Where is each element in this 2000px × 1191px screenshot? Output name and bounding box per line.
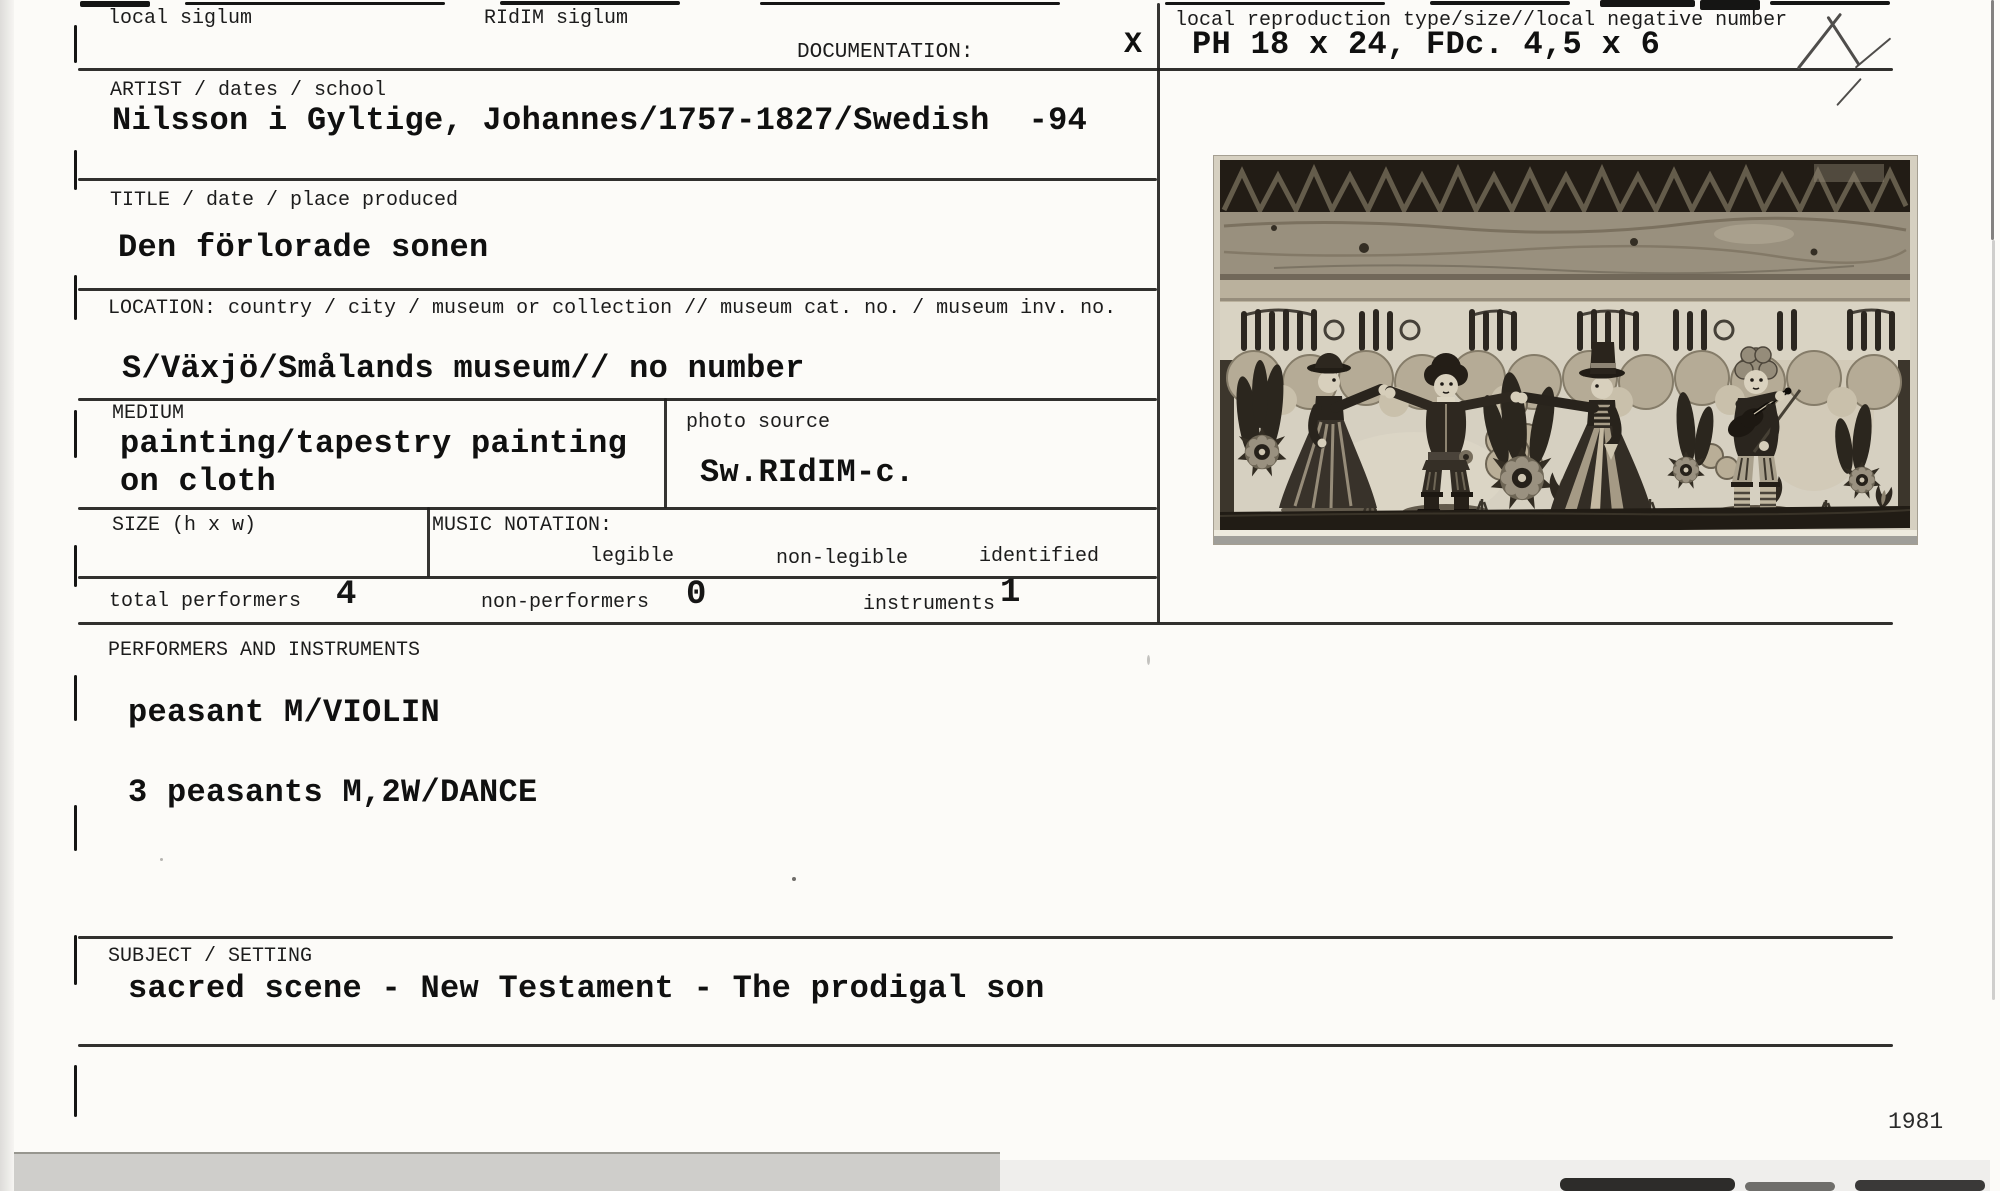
scan-left-margin	[0, 0, 14, 1191]
size-label: SIZE (h x w)	[112, 514, 257, 537]
scratch-mark	[1826, 16, 1860, 66]
tapestry-photograph	[1213, 155, 1918, 545]
card-left-edge	[74, 935, 77, 985]
card-top-edge	[185, 2, 445, 5]
scan-speck	[792, 877, 796, 881]
card-left-edge	[74, 675, 77, 721]
rule-under-title	[78, 288, 1157, 291]
year-stamp: 1981	[1888, 1109, 1944, 1135]
scan-bottom-smudge	[1855, 1180, 1985, 1191]
rule-under-header	[78, 68, 1893, 71]
scan-bottom-smudge	[1560, 1178, 1735, 1191]
tapestry-illustration	[1214, 156, 1917, 544]
card-right-edge	[1991, 0, 1994, 240]
performers-section-label: PERFORMERS AND INSTRUMENTS	[108, 639, 421, 662]
total-performers-label: total performers	[109, 590, 302, 613]
scan-speck	[1147, 655, 1150, 665]
title-value: Den förlorade sonen	[118, 229, 489, 266]
scan-bottom-smudge	[1745, 1182, 1835, 1191]
location-value: S/Växjö/Smålands museum// no number	[122, 350, 805, 387]
size-music-divider	[427, 507, 430, 577]
card-top-edge	[1770, 1, 1890, 5]
rule-under-location	[78, 398, 1157, 401]
ridim-siglum-label: RIdIM siglum	[484, 7, 629, 30]
photo-source-label: photo source	[686, 411, 831, 434]
non-performers-value: 0	[686, 576, 707, 614]
rule-under-artist	[78, 178, 1157, 181]
card-top-edge	[500, 1, 680, 5]
rule-under-size	[78, 576, 1157, 579]
instruments-value: 1	[1000, 574, 1021, 612]
location-label: LOCATION: country / city / museum or collection // museum cat. no. / museum inv. no.	[108, 297, 1117, 320]
title-label: TITLE / date / place produced	[110, 189, 459, 212]
subject-value: sacred scene - New Testament - The prodigal son	[128, 970, 1045, 1007]
photo-source-value: Sw.RIdIM-c.	[700, 454, 915, 491]
card-top-edge	[760, 2, 1060, 5]
card-top-edge	[1600, 0, 1695, 7]
card-left-edge	[74, 545, 77, 587]
reproduction-label: local reproduction type/size//local negative number	[1175, 9, 1788, 32]
scan-speck	[160, 858, 163, 861]
performer-entry: peasant M/VIOLIN	[128, 694, 441, 731]
artist-value: Nilsson i Gyltige, Johannes/1757-1827/Swedish -94	[112, 102, 1088, 139]
music-non-legible-label: non-legible	[776, 547, 909, 570]
scratch-mark	[1797, 13, 1842, 70]
medium-label: MEDIUM	[112, 402, 185, 425]
music-identified-label: identified	[979, 545, 1100, 568]
card-left-edge	[74, 150, 77, 190]
local-siglum-label: local siglum	[108, 7, 253, 30]
reproduction-value: PH 18 x 24, FDc. 4,5 x 6	[1192, 26, 1661, 63]
total-performers-value: 4	[336, 576, 357, 614]
card-left-edge	[74, 25, 77, 63]
non-performers-label: non-performers	[481, 591, 650, 614]
main-column-divider	[1157, 3, 1160, 623]
card-left-edge	[74, 275, 77, 320]
music-legible-label: legible	[590, 545, 675, 568]
rule-under-subject	[78, 1044, 1893, 1047]
medium-photosource-divider	[664, 398, 667, 508]
documentation-label: DOCUMENTATION:	[797, 41, 974, 64]
medium-value-line2: on cloth	[120, 463, 277, 500]
card-left-edge	[74, 1065, 77, 1117]
scratch-mark	[1836, 78, 1862, 106]
rule-above-subject	[78, 936, 1893, 939]
rule-under-counts	[78, 622, 1893, 625]
performer-entry: 3 peasants M,2W/DANCE	[128, 774, 538, 811]
card-left-edge	[74, 805, 77, 851]
card-top-edge	[1430, 1, 1570, 5]
scan-bottom-strip	[1000, 1160, 1990, 1191]
instruments-label: instruments	[863, 593, 996, 616]
artist-label: ARTIST / dates / school	[110, 79, 387, 102]
music-notation-label: MUSIC NOTATION:	[432, 514, 613, 537]
card-left-edge	[74, 410, 77, 458]
subject-label: SUBJECT / SETTING	[108, 945, 313, 968]
scratch-mark	[1855, 37, 1892, 68]
card-right-edge	[1992, 240, 1995, 1000]
scan-bottom-strip	[0, 1152, 1000, 1191]
card-top-edge	[1165, 2, 1385, 5]
documentation-mark: X	[1124, 28, 1143, 62]
medium-value-line1: painting/tapestry painting	[120, 425, 628, 462]
rule-under-medium	[78, 507, 1157, 510]
